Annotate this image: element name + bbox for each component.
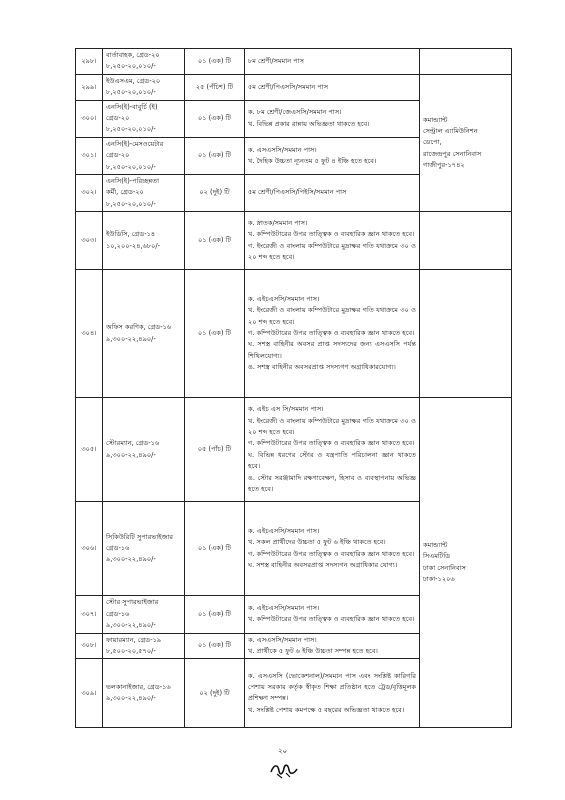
- count-cell: ০৫ (পাঁচ) টি: [185, 398, 245, 502]
- post-cell: স্টোরম্যান, গ্রেড-১৬ ৯,৩০০-২২,৪৯০/-: [103, 398, 185, 502]
- post-cell: স্টোর সুপারভাইজার গ্রেড-১৬ ৯,৩০০-২২,৪৯০/-: [103, 596, 185, 633]
- table-row: [76, 398, 512, 502]
- row-number: ৩০৫।: [76, 398, 103, 502]
- post-cell: এনসি(ই)-বাবুর্চি (ই) গ্রেড-২০ ৮,২৫০-২০,০১০/-: [103, 100, 185, 137]
- qualification-cell: ক. এসএসসি/সমমান পাস। খ. দৈহিক উচ্চতা ন্যূনতম ৫ ফুট ৪ ইঞ্চি হতে হবে।: [245, 137, 420, 174]
- table-row: [76, 212, 512, 270]
- post-cell: অফিস করণিক, গ্রেড-১৬ ৯,৩০০-২২,৪৯০/-: [103, 270, 185, 398]
- qualification-cell: ৮ম শ্রেণী/সমমান পাস: [245, 49, 420, 75]
- office-cell: [420, 270, 512, 398]
- post-cell: ফায়ারম্যান, গ্রেড-১৯ ৮,৫০০-২০,৫৭০/-: [103, 633, 185, 659]
- row-number: ৩০৩।: [76, 212, 103, 270]
- vacancy-table: [75, 48, 512, 728]
- row-number: ৩০২।: [76, 175, 103, 212]
- row-number: ৩০৪।: [76, 270, 103, 398]
- count-cell: ০১ (এক) টি: [185, 212, 245, 270]
- post-cell: ইউএসএম, গ্রেড-২০ ৮,২৫০-২০,০১০/-: [103, 74, 185, 100]
- count-cell: ০১ (এক) টি: [185, 270, 245, 398]
- post-cell: ইউডিসি, গ্রেড-১৪ ১০,২০০-২৪,৬৮০/-: [103, 212, 185, 270]
- table-row: [76, 270, 512, 398]
- row-number: ৩০৮।: [76, 633, 103, 659]
- count-cell: ০২ (দুই) টি: [185, 175, 245, 212]
- qualification-cell: ক. এইচএসসি/সমমান পাস। খ. ইংরেজী ও বাংলায় কম্পিউটারে মুদ্রাক্ষর গতি যথাক্রমে ৩০ ও ২০ শব্দ হতে হবে। গ. কম্পিউটারের উপর তাত্ত্বিক ও ব্যবহারিক জ্ঞান থাকতে হবে। ঘ. সশস্ত্র বাহিনীর অবসর প্রাপ্ত সদস্যদের জন্য এসএসসি পর্যন্ত শিথিলযোগ্য। ঙ. সশস্ত্র বাহিনীর অবসরপ্রাপ্ত সদস্যগণ অগ্রাধিকারযোগ্য।: [245, 270, 420, 398]
- qualification-cell: ক. স্নাতক/সমমান পাস। খ. কম্পিউটারের উপর তাত্ত্বিক ও ব্যবহারিক জ্ঞান থাকতে হবে। গ. ইংরেজী ও বাংলায় কম্পিউটারে মুদ্রাক্ষর গতি যথাক্রমে ৩০ ও ২০ শব্দ হতে হবে।: [245, 212, 420, 270]
- count-cell: ২৫ (পঁচিশ) টি: [185, 74, 245, 100]
- qualification-cell: ক. এইচএসসি/সমমান পাস। খ. সকল প্রার্থীদের উচ্চতা ৫ ফুট ৬ ইঞ্চি থাকতে হবে। গ. কম্পিউটারের উপর তাত্ত্বিক ও ব্যবহারিক জ্ঞান থাকতে হবে। ঘ. সশস্ত্র বাহিনীর অবসরপ্রাপ্ত সদস্যগন অগ্রাধিকার যোগ্য।: [245, 502, 420, 596]
- count-cell: ০১ (এক) টি: [185, 502, 245, 596]
- row-number: ২৯৮।: [76, 49, 103, 75]
- table-row: [76, 74, 512, 100]
- qualification-cell: ক. ৮ম শ্রেণী/জেএসসি/সমমান পাস। খ. বিভিন্ন প্রকার রান্নায় অভিজ্ঞতা থাকতে হবে।: [245, 100, 420, 137]
- qualification-cell: ক. এইচএসসি/সমমান পাস। খ. কম্পিউটারের উপর তাত্ত্বিক ও ব্যবহারিক জ্ঞান থাকতে হবে।: [245, 596, 420, 633]
- row-number: ৩০৯।: [76, 659, 103, 728]
- table-row: [76, 49, 512, 75]
- count-cell: ০১ (এক) টি: [185, 49, 245, 75]
- qualification-cell: ক. এসএসসি/সমমান পাস। খ. প্রার্থীকে ৫ ফুট ৬ ইঞ্চি উচ্চতা সম্পন্ন হতে হবে।: [245, 633, 420, 659]
- row-number: ৩০৬।: [76, 502, 103, 596]
- post-cell: এনসি(ই)-মেসওয়েটার গ্রেড-২০ ৮,২৫০-২০,০১০/-: [103, 137, 185, 174]
- count-cell: ০১ (এক) টি: [185, 633, 245, 659]
- post-cell: ভলকানাইজার, গ্রেড-১৬ ৯,৩০০-২২,৪৯০/-: [103, 659, 185, 728]
- post-cell: এনসি(ই)-পরিচ্ছন্নতা কর্মী, গ্রেড-২০ ৮,২৫০-২০,০১০/-: [103, 175, 185, 212]
- row-number: ২৯৯।: [76, 74, 103, 100]
- qualification-cell: ৫ম শ্রেণী/পিএসসি/সমমান পাস: [245, 74, 420, 100]
- qualification-cell: ক. এইচ এস সি/সমমান পাস। খ. ইংরেজী ও বাংলায় কম্পিউটারে মুদ্রাক্ষর গতি যথাক্রমে ৩০ ও ২০ শব্দ হতে হবে। গ. কম্পিউটারের উপর তাত্ত্বিক ও ব্যবহারিক জ্ঞান থাকতে হবে। ঘ. বিভিন্ন ধরণের স্টোর ও যন্ত্রপাতি পরিচালনা জ্ঞান থাকতে হবে। ঙ. স্টোর সরঞ্জামাদি রক্ষণাবেক্ষণ, হিসাব ও ব্যবস্থাপনায় অভিজ্ঞ হতে হবে।: [245, 398, 420, 502]
- signature-mark: [268, 760, 300, 780]
- page-number: ২০: [277, 747, 288, 755]
- row-number: ৩০০।: [76, 100, 103, 137]
- office-cell: কমান্ড্যান্ট সেন্ট্রাল এ্যামিউনিশন ডেপো, রাজেন্দ্রপুর সেনানিবাস গাজীপুর-১৭৪২: [420, 74, 512, 211]
- office-cell: [420, 49, 512, 75]
- post-cell: বার্তাবাহক, গ্রেড-২০ ৮,২৫০-২০,০১০/-: [103, 49, 185, 75]
- qualification-cell: ক. এসএসসি (ভোকেশনাল)/সমমান পাস এবং সংশ্লিষ্ট কারিগরি পেশায় সরকার কর্তৃক স্বীকৃত শিক্ষা প্রতিষ্ঠান হতে ট্রেড/বৃত্তিমূলক প্রশিক্ষণ সম্পন্ন। খ. সংশ্লিষ্ট পেশায় কমপক্ষে ৫ বছরের অভিজ্ঞতা থাকতে হবে।: [245, 659, 420, 728]
- count-cell: ০২ (দুই) টি: [185, 659, 245, 728]
- count-cell: ০১ (এক) টি: [185, 100, 245, 137]
- post-cell: সিকিউরিটি সুপারভাইজার গ্রেড-১৬ ৯,৩০০-২২,৪৯০/-: [103, 502, 185, 596]
- qualification-cell: ৫ম শ্রেণী/পিএসসি/পিইসি/সমমান পাস: [245, 175, 420, 212]
- office-cell: [420, 212, 512, 270]
- office-cell: কমান্ড্যান্ট সিএমটিডি ঢাকা সেনানিবাস ঢাকা-১২০৬: [420, 398, 512, 728]
- row-number: ৩০৭।: [76, 596, 103, 633]
- row-number: ৩০১।: [76, 137, 103, 174]
- count-cell: ০১ (এক) টি: [185, 137, 245, 174]
- count-cell: ০১ (এক) টি: [185, 596, 245, 633]
